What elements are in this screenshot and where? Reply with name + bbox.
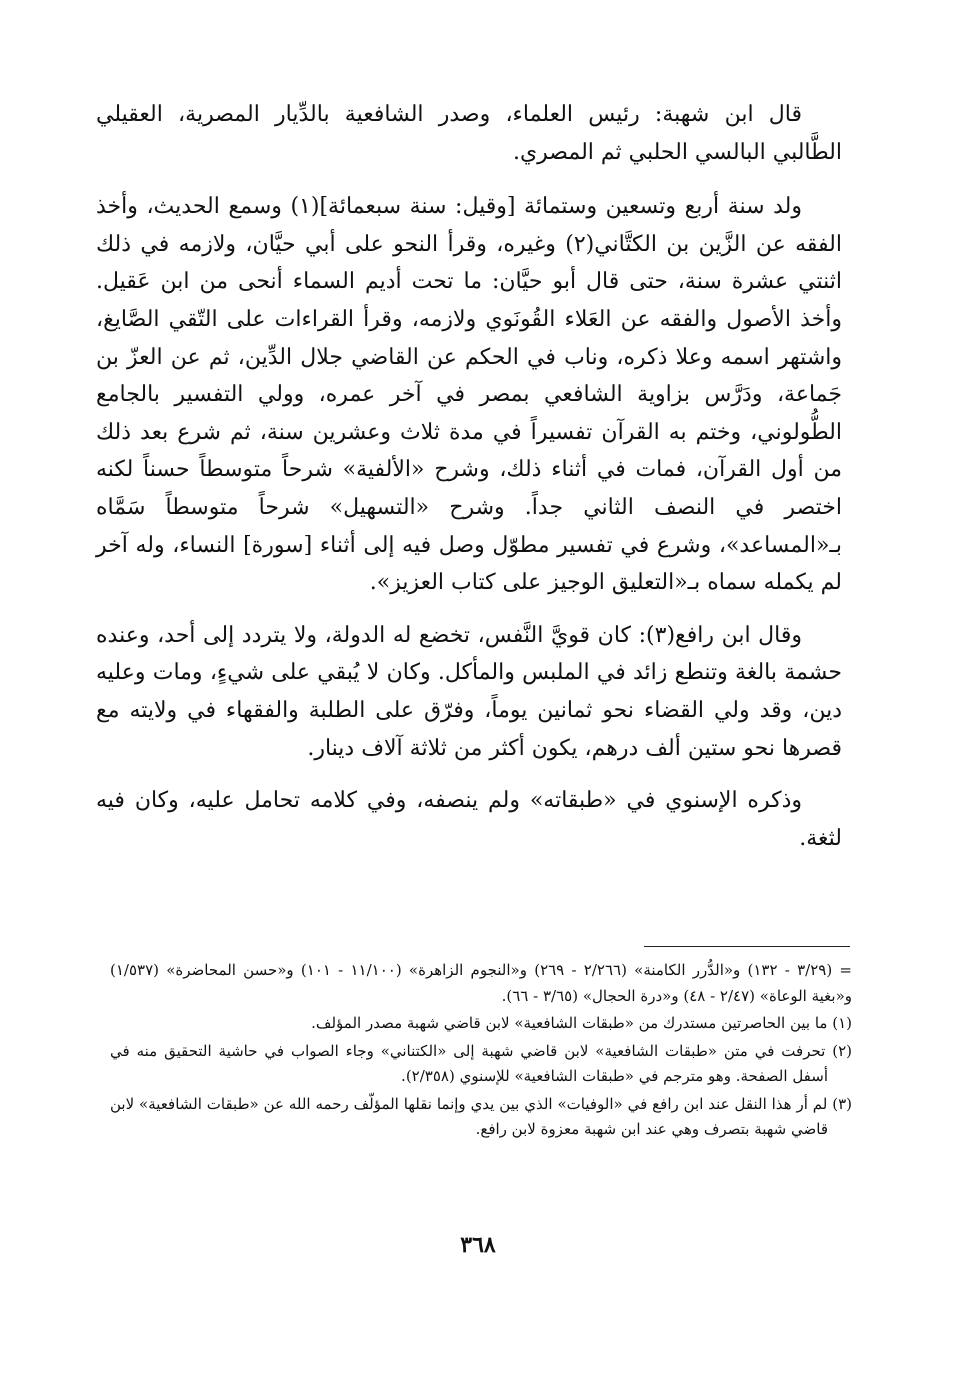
footnote-continuation: = (٣/٢٩ - ١٣٢) و«الدُّرر الكامنة» (٢/٢٦٦ - ٢٦٩) و«النجوم الزاهرة» (١١/١٠٠ - ١٠١) و«حسن المحاضرة» (١/٥٣٧) و«بغية الوعاة» (٢/٤٧ - ٤٨) و«درة الحجال» (٣/٦٥ - ٦٦). xyxy=(110,961,852,1005)
footnote-1: (١) ما بين الحاصرتين مستدرك من «طبقات الشافعية» لابن قاضي شهبة مصدر المؤلف. xyxy=(311,1014,852,1032)
footnote-divider xyxy=(644,946,850,947)
paragraph-3: وقال ابن رافع(٣): كان قويَّ النَّفس، تخضع له الدولة، ولا يتردد إلى أحد، وعنده حشمة بالغة وتنطع زائد في الملبس والمأكل. وكان لا يُبقي على شيءٍ، ومات وعليه دين، وقد ولي القضاء نحو ثمانين يوماً، وفرّق على الطلبة والفقهاء في ولايته مع قصرها نحو ستين ألف درهم، يكون أكثر من ثلاثة آلاف دينار. xyxy=(96,622,842,761)
footnote-3: (٣) لم أر هذا النقل عند ابن رافع في «الوفيات» الذي بين يدي وإنما نقلها المؤلّف رحمه الله عن «طبقات الشافعية» لابن قاضي شهبة بتصرف وهي عند ابن شهبة معزوة لابن رافع. xyxy=(110,1094,852,1138)
footnote-2: (٢) تحرفت في متن «طبقات الشافعية» لابن قاضي شهبة إلى «الكتناني» وجاء الصواب في حاشية التحقيق منه في أسفل الصفحة. وهو مترجم في «طبقات الشافعية» للإسنوي (٢/٣٥٨). xyxy=(110,1041,852,1085)
paragraph-2: ولد سنة أربع وتسعين وستمائة [وقيل: سنة سبعمائة](١) وسمع الحديث، وأخذ الفقه عن الزَّين بن الكتَّاني(٢) وغيره، وقرأ النحو على أبي حيَّان، ولازمه في ذلك اثنتي عشرة سنة، حتى قال أبو حيَّان: ما تحت أديم السماء أنحى من ابن عَقيل. وأخذ الأصول والفقه عن العَلاء القُونَوي ولازمه، وقرأ القراءات على التّقي الصَّايغ، واشتهر اسمه وعلا ذكره، وناب في الحكم عن القاضي جلال الدِّين، ثم عن العزّ بن جَماعة، ودَرَّس بزاوية الشافعي بمصر في آخر عمره، وولي التفسير بالجامع الطُّولوني، وختم به القرآن تفسيراً في مدة ثلاث وعشرين سنة، ثم شرع بعد ذلك من أول القرآن، فمات في أثناء ذلك، وشرح «الألفية» شرحاً متوسطاً حسناً لكنه اختصر في النصف الثاني جداً. وشرح «التسهيل» شرحاً متوسطاً سَمَّاه بـ«المساعد»، وشرع في تفسير مطوّل وصل فيه إلى أثناء [سورة] النساء، وله آخر لم يكمله سماه بـ«التعليق الوجيز على كتاب العزيز». xyxy=(96,194,842,596)
footnotes xyxy=(110,958,852,1145)
paragraph-4: وذكره الإسنوي في «طبقاته» ولم ينصفه، وفي كلامه تحامل عليه، وكان فيه لثغة. xyxy=(96,788,842,851)
paragraph-1: قال ابن شهبة: رئيس العلماء، وصدر الشافعية بالدِّيار المصرية، العقيلي الطَّالبي البالسي الحلبي ثم المصري. xyxy=(96,102,842,165)
page-number: ٣٦٨ xyxy=(460,1232,496,1258)
main-text xyxy=(96,96,842,872)
